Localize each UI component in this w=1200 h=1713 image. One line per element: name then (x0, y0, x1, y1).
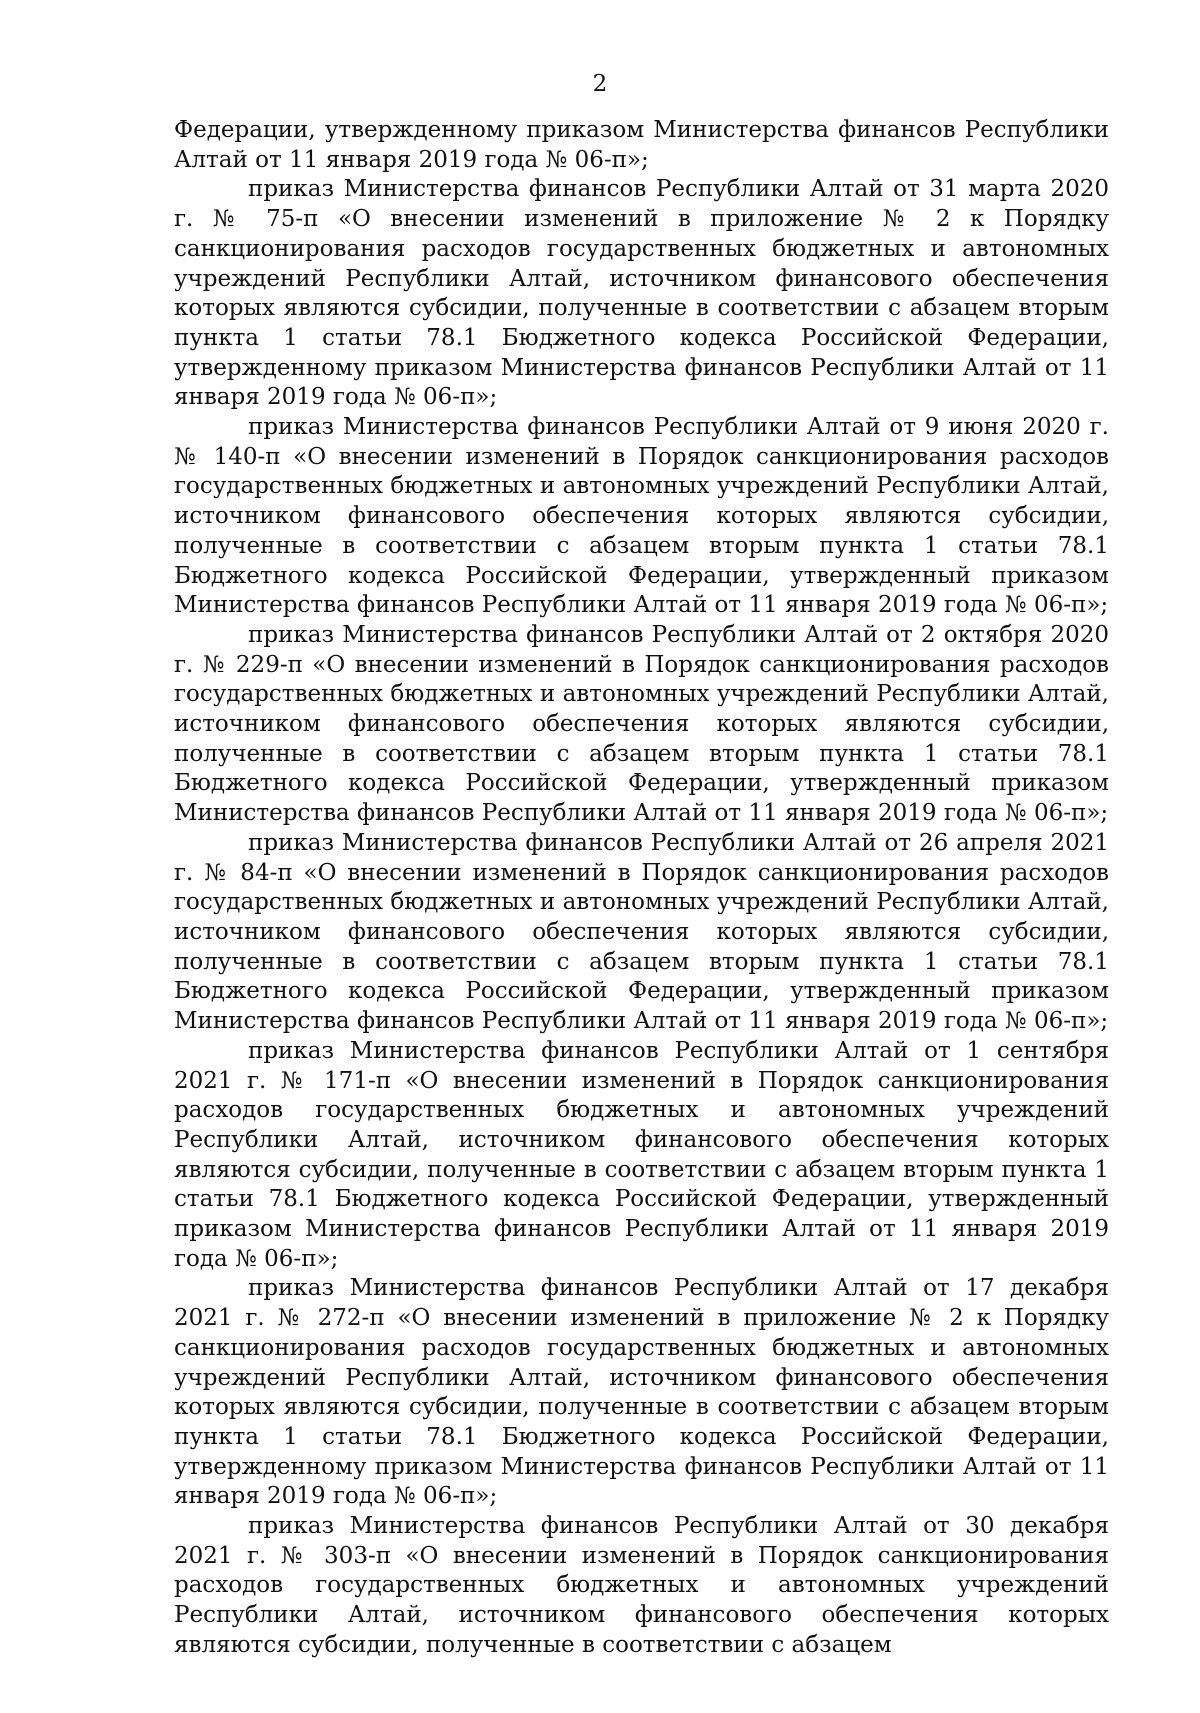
paragraph-order-229p: приказ Министерства финансов Республики Алтай от 2 октября 2020 г. № 229-п «О внесении изменений в Порядок санкционирования расходов государственных бюджетных и автономных учреждений Республики Алтай, источником финансового обеспечения которых являются субсидии, полученные в соответствии с абзацем вторым пункта 1 статьи 78.1 Бюджетного кодекса Российской Федерации, утвержденный приказом Министерства финансов Республики Алтай от 11 января 2019 года № 06-п»; (174, 621, 1109, 827)
paragraph-order-272p: приказ Министерства финансов Республики Алтай от 17 декабря 2021 г. № 272-п «О внесении изменений в приложение № 2 к Порядку санкционирования расходов государственных бюджетных и автономных учреждений Республики Алтай, источником финансового обеспечения которых являются субсидии, полученные в соответствии с абзацем вторым пункта 1 статьи 78.1 Бюджетного кодекса Российской Федерации, утвержденному приказом Министерства финансов Республики Алтай от 11 января 2019 года № 06-п»; (174, 1275, 1109, 1510)
paragraph-order-171p: приказ Министерства финансов Республики Алтай от 1 сентября 2021 г. № 171-п «О внесении изменений в Порядок санкционирования расходов государственных бюджетных и автономных учреждений Республики Алтай, источником финансового обеспечения которых являются субсидии, полученные в соответствии с абзацем вторым пункта 1 статьи 78.1 Бюджетного кодекса Российской Федерации, утвержденный приказом Министерства финансов Республики Алтай от 11 января 2019 года № 06-п»; (174, 1037, 1109, 1272)
paragraph-order-303p: приказ Министерства финансов Республики Алтай от 30 декабря 2021 г. № 303-п «О внесении изменений в Порядок санкционирования расходов государственных бюджетных и автономных учреждений Республики Алтай, источником финансового обеспечения которых являются субсидии, полученные в соответствии с абзацем (174, 1513, 1109, 1658)
paragraph-order-140p: приказ Министерства финансов Республики Алтай от 9 июня 2020 г. № 140-п «О внесении изменений в Порядок санкционирования расходов государственных бюджетных и автономных учреждений Республики Алтай, источником финансового обеспечения которых являются субсидии, полученные в соответствии с абзацем вторым пункта 1 статьи 78.1 Бюджетного кодекса Российской Федерации, утвержденный приказом Министерства финансов Республики Алтай от 11 января 2019 года № 06-п»; (174, 414, 1109, 619)
page-number: 2 (592, 71, 608, 97)
paragraph-order-75p: приказ Министерства финансов Республики Алтай от 31 марта 2020 г. № 75-п «О внесении изменений в приложение № 2 к Порядку санкционирования расходов государственных бюджетных и автономных учреждений Республики Алтай, источником финансового обеспечения которых являются субсидии, полученные в соответствии с абзацем вторым пункта 1 статьи 78.1 Бюджетного кодекса Российской Федерации, утвержденному приказом Министерства финансов Республики Алтай от 11 января 2019 года № 06-п»; (174, 176, 1109, 411)
paragraph-continuation: Федерации, утвержденному приказом Министерства финансов Республики Алтай от 11 января 2019 года № 06-п»; (174, 117, 1109, 173)
document-body (174, 116, 1109, 1661)
paragraph-order-84p: приказ Министерства финансов Республики Алтай от 26 апреля 2021 г. № 84-п «О внесении изменений в Порядок санкционирования расходов государственных бюджетных и автономных учреждений Республики Алтай, источником финансового обеспечения которых являются субсидии, полученные в соответствии с абзацем вторым пункта 1 статьи 78.1 Бюджетного кодекса Российской Федерации, утвержденный приказом Министерства финансов Республики Алтай от 11 января 2019 года № 06-п»; (174, 829, 1109, 1035)
